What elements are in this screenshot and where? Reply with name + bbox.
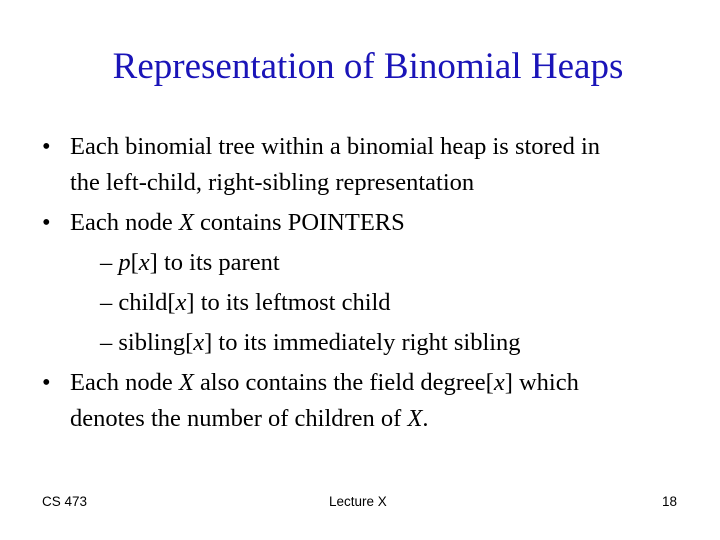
bullet-3-l2-post: .	[422, 405, 429, 432]
bullet-3-var2: x	[493, 369, 505, 396]
sub-2-pre: child[	[118, 289, 176, 316]
sub-2-post: ] to its leftmost child	[186, 289, 391, 316]
bullet-1-line-2: the left-child, right-sibling representation	[70, 169, 475, 196]
sub-3-dash: –	[100, 329, 119, 356]
bullet-3-post: ] which	[504, 369, 579, 396]
bullet-2-pre: Each node	[70, 209, 179, 236]
bullet-3-mid: also contains the field degree[	[193, 369, 494, 396]
bullet-2-post: contains POINTERS	[193, 209, 405, 236]
sub-1-var2: x	[138, 249, 150, 276]
sub-1-var1: p	[118, 249, 131, 276]
footer-course: CS 473	[42, 494, 88, 509]
sub-1-dash: –	[100, 249, 119, 276]
sub-bullet-2	[100, 288, 391, 318]
bullet-marker: •	[42, 369, 51, 396]
bullet-2	[70, 208, 405, 238]
bullet-1-line-1: Each binomial tree within a binomial heap is stored in	[70, 133, 601, 160]
sub-1-open: [	[130, 249, 139, 276]
footer-lecture: Lecture X	[329, 494, 387, 509]
bullet-marker: •	[42, 133, 51, 160]
bullet-marker: •	[42, 209, 51, 236]
sub-3-pre: sibling[	[118, 329, 194, 356]
sub-3-var: x	[193, 329, 205, 356]
bullet-2-var: X	[178, 209, 194, 236]
bullet-3-line-1	[70, 368, 579, 398]
sub-3-post: ] to its immediately right sibling	[204, 329, 521, 356]
sub-1-close: ] to its parent	[149, 249, 280, 276]
bullet-3-l2-pre: denotes the number of children of	[70, 405, 408, 432]
bullet-3-var: X	[178, 369, 194, 396]
sub-2-dash: –	[100, 289, 119, 316]
bullet-3-l2-var: X	[407, 405, 423, 432]
slide-title: Representation of Binomial Heaps	[112, 46, 624, 87]
sub-bullet-3	[100, 328, 521, 358]
sub-2-var: x	[175, 289, 187, 316]
sub-bullet-1	[100, 248, 280, 278]
bullet-3-pre: Each node	[70, 369, 179, 396]
bullet-3-line-2	[70, 404, 429, 434]
footer-page-number: 18	[662, 494, 678, 509]
